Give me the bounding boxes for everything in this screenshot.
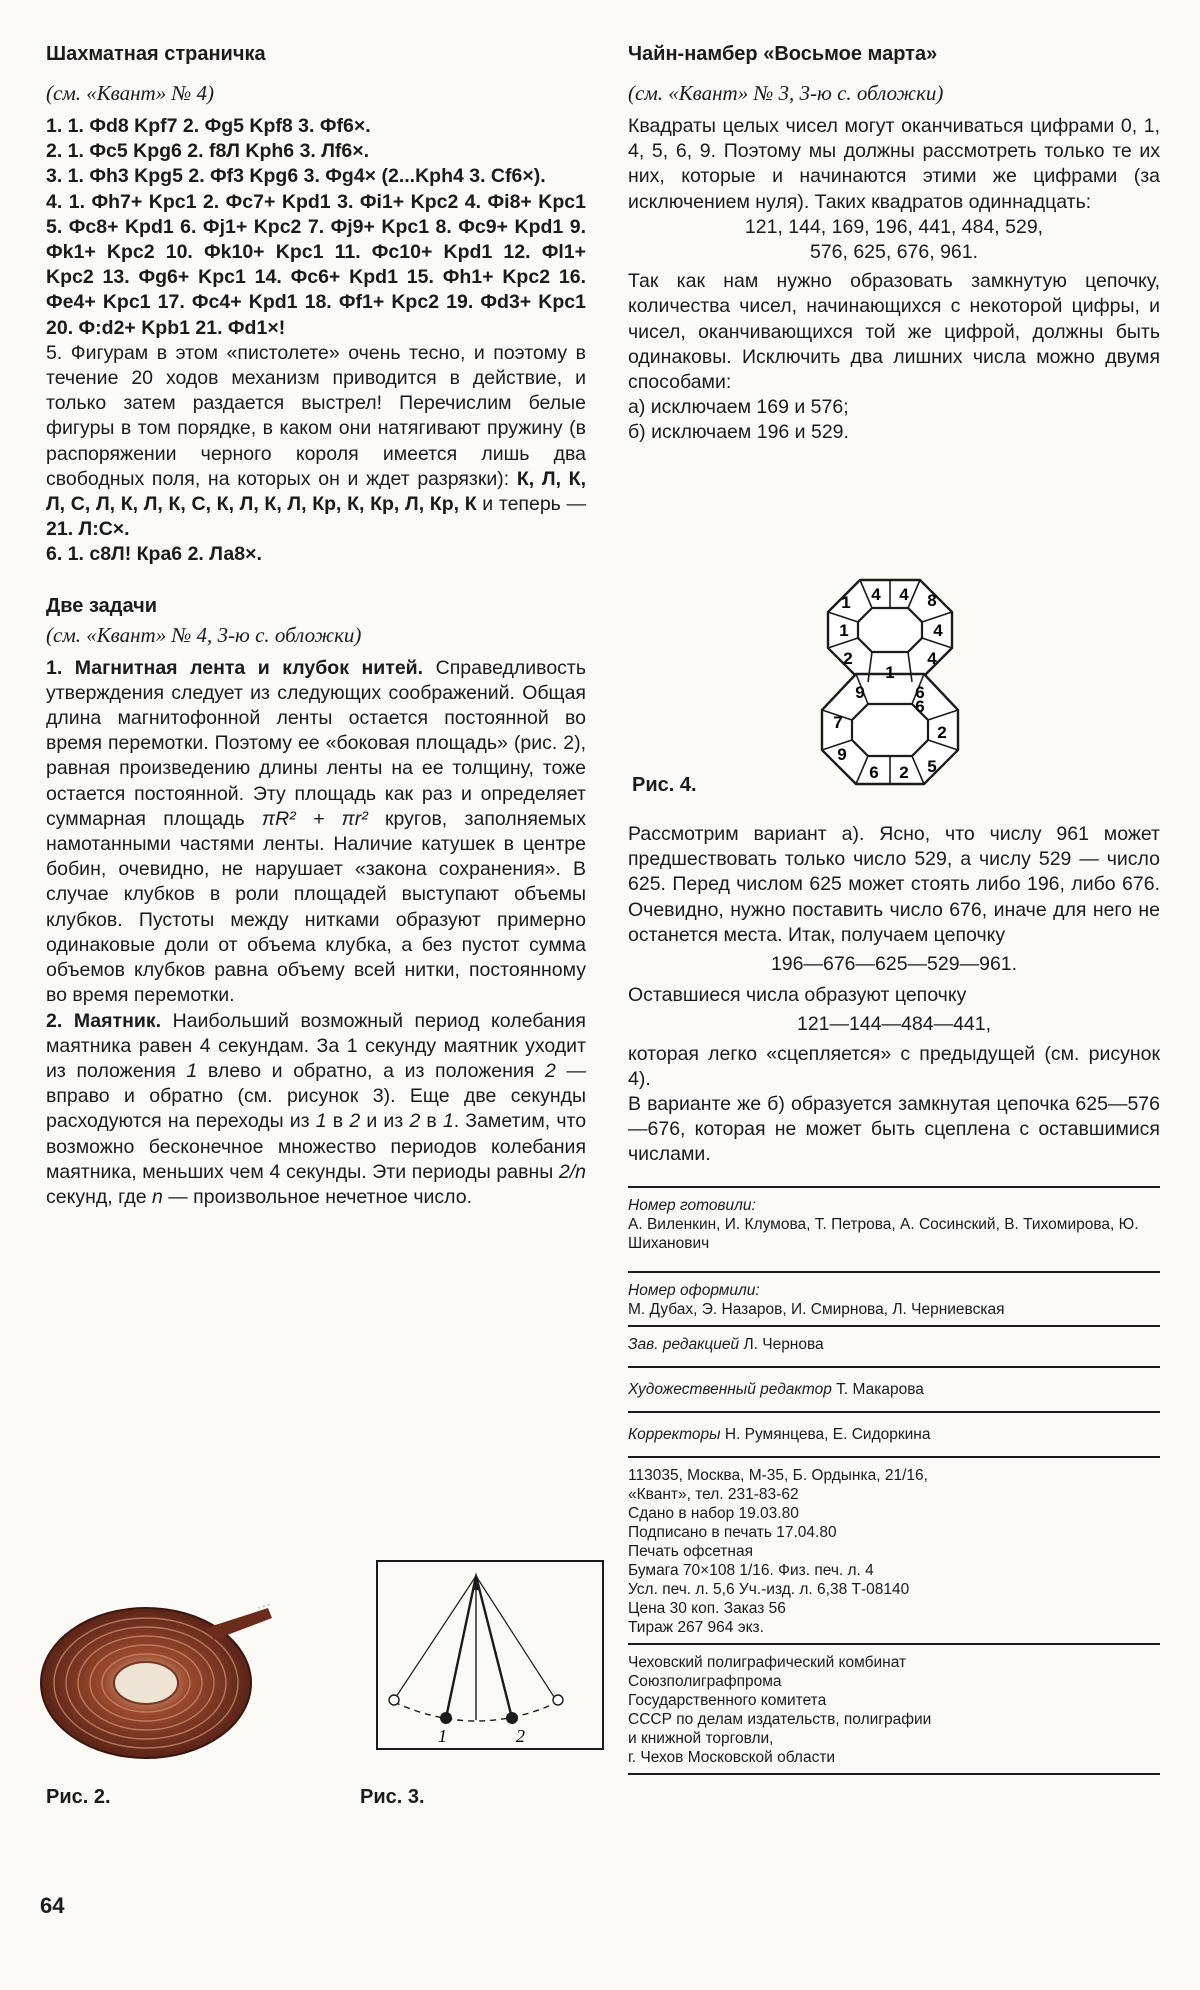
- chess-solution-1: 1. 1. Фd8 Kpf7 2. Фg5 Kpf8 3. Фf6×.: [46, 115, 371, 137]
- task2-fraction: 2/n: [558, 1160, 586, 1183]
- squares-line-2: 576, 625, 676, 961.: [809, 241, 979, 264]
- imprint-art-editor: Художественный редактор Т. Макарова: [628, 1380, 924, 1398]
- task1-formula: πR² + πr²: [262, 807, 368, 830]
- chess-p5-text: 5. Фигурам в этом «пистолете» очень тесно, и поэтому в течение 20 ходов механизм приводится в действие, и только затем раздается выстрел! Перечислим белые фигуры в том порядке, в каком они натягивают пружину (в распоряжении черного короля имеется лишь два свободных поля, на которых он и ждет разрязки):: [46, 341, 586, 490]
- task1-part1: Справедливость утверждения следует из следующих соображений. Общая длина магнитофонной ленты остается постоянной во время перемотки. Поэтому ее «боковая площадь» (рис. 2), равная произведению длины ленты на ее толщину, тоже остается постоянной. Эту площадь как раз и определяет суммарная площадь: [46, 656, 587, 830]
- chess-p5-end: 21. Л:С×.: [46, 518, 130, 541]
- figure-4-caption: Рис. 4.: [632, 774, 697, 796]
- chess-p5-then: и теперь —: [482, 493, 587, 516]
- imprint-rule: [628, 1366, 1160, 1368]
- fig4-digit: 6: [915, 683, 925, 702]
- chain-paragraph-6: В варианте же б) образуется замкнутая цепочка 625—576—676, которая не может быть сцеплена с оставшимися числами.: [628, 1093, 1160, 1166]
- fig4-digit: 6: [869, 763, 879, 782]
- fig4-digit: 1: [841, 593, 851, 612]
- task2-paragraph: 2. Маятник. Наибольший возможный период колебания маятника равен 4 секундам. За 1 секунду маятник уходит из положения 1 влево и обратно, а из положения 2 — вправо и обратно (см. рисунок 3). Еще две секунды расходуются на переходы из 1 в 2 и из 2 в 1. Заметим, что возможно бесконечное множество периодов колебания маятника, меньших чем 4 секунды. Эти периоды равны 2/n секунд, где n — произвольное нечетное число.: [46, 1009, 587, 1208]
- fig4-digit: 8: [927, 591, 937, 610]
- squares-line-1: 121, 144, 169, 196, 441, 484, 529,: [744, 215, 1044, 238]
- chess-solution-5: [46, 341, 586, 543]
- figure-3-label-2: 2: [516, 1726, 525, 1746]
- chess-solution-3: 3. 1. Фh3 Kpg5 2. Фf3 Kpg6 3. Фg4× (2...Kph4 3. Cf6×).: [46, 165, 546, 188]
- chess-source: (см. «Квант» № 4): [46, 81, 215, 105]
- imprint-editor: Зав. редакцией Л. Чернова: [628, 1335, 824, 1353]
- chain-paragraph-3: Рассмотрим вариант а). Ясно, что числу 961 может предшествовать только число 529, а числу 529 — число 625. Перед числом 625 может стоять либо 196, либо 676. Очевидно, нужно поставить число 676, иначе для него не останется места. Итак, получаем цепочку: [628, 823, 1160, 946]
- chain-source: (см. «Квант» № 3, 3-ю с. обложки): [628, 81, 944, 105]
- fig4-digit: 4: [933, 621, 943, 640]
- imprint-rule: [628, 1186, 1160, 1188]
- page-number: 64: [40, 1893, 65, 1918]
- fig4-digit: 4: [871, 585, 881, 604]
- chain-paragraph-5: которая легко «сцепляется» с предыдущей (см. рисунок 4).: [628, 1042, 1160, 1090]
- chain-paragraph-2: Так как нам нужно образовать замкнутую цепочку, количества чисел, начинающихся с некоторой цифры, и чисел, оканчивающихся той же цифрой, должны быть одинаковы. Исключить два лишних числа можно двумя способами:: [628, 270, 1160, 394]
- fig4-digit: 9: [855, 683, 865, 702]
- figure-2-tape-reel: [36, 1568, 276, 1768]
- figure-3-caption: Рис. 3.: [360, 1786, 425, 1808]
- chess-solution-4: 4. 1. Фh7+ Kpc1 2. Фc7+ Kpd1 3. Фi1+ Kpc2 4. Фi8+ Kpc1 5. Фc8+ Kpd1 6. Фj1+ Kpc2 7. Фj9+ Kpc1 8. Фc9+ Kpd1 9. Фk1+ Kpc2 10. Фk10+ Kpc1 11. Фc10+ Kpd1 12. Фl1+ Kpc2 13. Фg6+ Kpc1 14. Фc6+ Kpd1 15. Фh1+ Kpc2 16. Фe4+ Kpc1 17. Фc4+ Kpd1 18. Фf1+ Kpc2 19. Фd3+ Kpc1 20. Ф:d2+ Kpb1 21. Фd1×!: [46, 190, 586, 339]
- imprint-rule: [628, 1456, 1160, 1458]
- imprint-rule: [628, 1271, 1160, 1273]
- left-column: [46, 30, 586, 1210]
- figure-3-label-1: 1: [438, 1726, 447, 1746]
- option-a: а) исключаем 169 и 576;: [628, 396, 849, 419]
- task1-part2: кругов, заполняемых намотанными частями ленты. Наличие катушек в центре бобин, очевидно, не нарушает «закона сохранения». В случае клубков в роли площадей выступают объемы клубков. Пустоты между нитками образуют примерно одинаковые доли от объема клубка, а без пустот сумма объемов клубков равна объему всей нитки, постоянному во время перемотки.: [46, 807, 587, 1007]
- chess-solution-2: 2. 1. Фc5 Kpg6 2. f8Л Kph6 3. Лf6×.: [46, 140, 370, 163]
- fig4-digit-center: 1: [885, 663, 895, 682]
- chess-title: Шахматная страничка: [46, 43, 266, 65]
- option-b: б) исключаем 196 и 529.: [628, 421, 849, 444]
- chain-1: 196—676—625—529—961.: [770, 953, 1018, 976]
- fig4-digit: 4: [899, 585, 909, 604]
- imprint-rule: [628, 1643, 1160, 1645]
- fig4-digit: 9: [837, 745, 847, 764]
- fig4-digit: 1: [839, 621, 849, 640]
- imprint-rule: [628, 1773, 1160, 1775]
- right-column-lower: [628, 822, 1160, 1783]
- task2-title: 2. Маятник.: [46, 1009, 162, 1032]
- fig4-digit: 2: [899, 763, 909, 782]
- imprint-designed: Номер оформили: М. Дубах, Э. Назаров, И. Смирнова, Л. Черниевская: [628, 1281, 1005, 1318]
- chain-2: 121—144—484—441,: [796, 1013, 992, 1036]
- fig4-digit: 2: [937, 723, 947, 742]
- tasks-title: Две задачи: [46, 594, 157, 617]
- chess-p5-pieces: К, Л, К, Л, С, Л, К, Л, К, С, К, Л, К, Л, Кр, К, Кр, Л, Кр, К: [46, 467, 587, 516]
- imprint-address: 113035, Москва, М-35, Б. Ордынка, 21/16, «Квант», тел. 231-83-62 Сдано в набор 19.03.80 Подписано в печать 17.04.80 Печать офсетная Бумага 70×108 1/16. Физ. печ. л. 4 Усл. печ. л. 5,6 Уч.-изд. л. 6,38 Т-08140 Цена 30 коп. Заказ 56 Тираж 267 964 экз.: [628, 1466, 928, 1636]
- chain-paragraph-1: Квадраты целых чисел могут оканчиваться цифрами 0, 1, 4, 5, 6, 9. Поэтому мы должны рассмотреть только те их них, которые и начинаются этими же цифрами (за исключением нуля). Таких квадратов одиннадцать:: [628, 115, 1160, 213]
- imprint-rule: [628, 1411, 1160, 1413]
- chain-paragraph-4: Оставшиеся числа образуют цепочку: [628, 984, 967, 1007]
- imprint-proofreaders: Корректоры Н. Румянцева, Е. Сидоркина: [628, 1425, 931, 1443]
- figure-4-eight: [820, 578, 960, 788]
- fig4-digit: 6: [915, 697, 925, 716]
- tasks-source: (см. «Квант» № 4, 3-ю с. обложки): [46, 622, 362, 647]
- imprint-prepared: Номер готовили: А. Виленкин, И. Клумова, Т. Петрова, А. Сосинский, В. Тихомирова, Ю. Шиханович: [628, 1196, 1139, 1252]
- chain-title: Чайн-намбер «Восьмое марта»: [628, 43, 938, 65]
- figure-2-caption: Рис. 2.: [46, 1786, 111, 1808]
- chess-solution-6: 6. 1. c8Л! Кра6 2. Ла8×.: [46, 543, 262, 566]
- right-column: [628, 30, 1160, 446]
- imprint-printer: Чеховский полиграфический комбинат Союзполиграфпрома Государственного комитета СССР по делам издательств, полиграфии и книжной торговли, г. Чехов Московской области: [628, 1653, 932, 1766]
- fig4-digit: 4: [927, 649, 937, 668]
- imprint-rule: [628, 1325, 1160, 1327]
- figure-3-pendulum: [376, 1560, 604, 1750]
- task1-paragraph: [46, 656, 586, 1009]
- fig4-digit: 5: [927, 757, 937, 776]
- fig4-digit: 7: [833, 713, 843, 732]
- task1-title: 1. Магнитная лента и клубок нитей.: [46, 656, 424, 679]
- fig4-digit: 2: [843, 649, 853, 668]
